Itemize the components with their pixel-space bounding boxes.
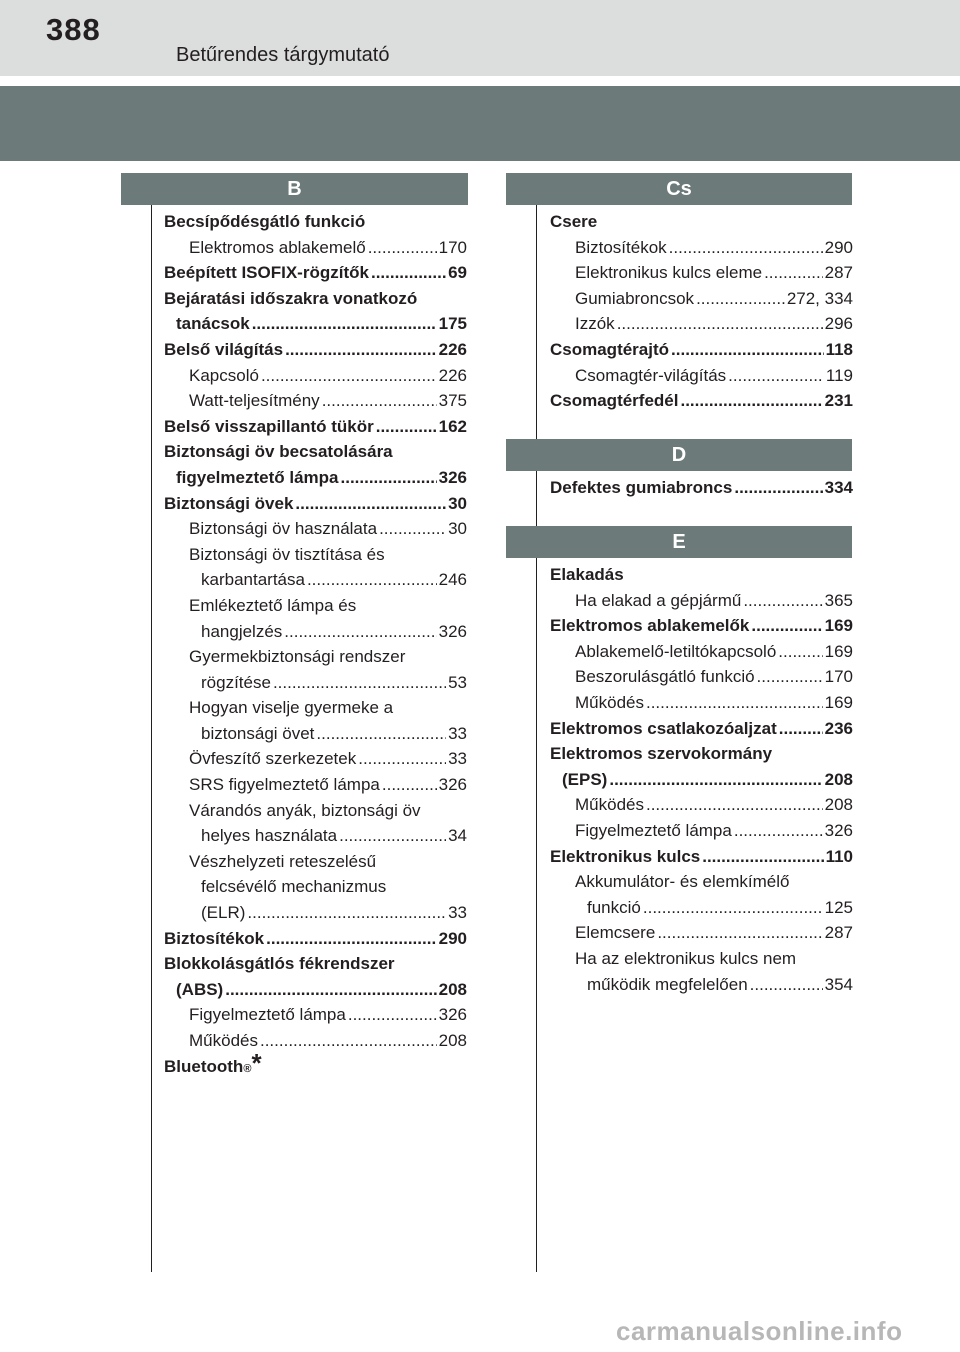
page-ref: 33 [448, 903, 467, 923]
page-ref: 169 [824, 616, 853, 636]
entry-text: Elektromos ablakemelő [189, 237, 366, 257]
index-entry [189, 695, 467, 721]
index-entry [575, 311, 853, 337]
page-ref: 170 [438, 237, 467, 257]
index-column-e [550, 562, 853, 997]
page-title: Betűrendes tárgymutató [176, 44, 390, 66]
page-ref: 170 [824, 667, 853, 687]
leader-dots [266, 926, 436, 952]
entry-text: Defektes gumiabroncs [550, 478, 733, 497]
entry-text: Akkumulátor- és elemkímélő [575, 872, 790, 892]
index-entry [189, 363, 467, 389]
leader-dots [341, 465, 437, 491]
index-entry [164, 260, 467, 286]
entry-text: Izzók [575, 314, 615, 334]
registered-mark: ® [243, 1062, 252, 1075]
index-entry [550, 767, 853, 793]
page-ref: 175 [438, 314, 467, 334]
entry-text: Elektromos szervokormány [550, 744, 773, 764]
index-entry [189, 644, 467, 670]
page-ref: 246 [438, 570, 467, 590]
leader-dots [261, 363, 437, 389]
entry-text: Biztosítékok [164, 928, 265, 948]
entry-text: rögzítése [201, 672, 271, 692]
index-entry [550, 562, 853, 588]
entry-text: Beszorulásgátló funkció [575, 667, 755, 687]
page-ref: 287 [824, 263, 853, 283]
index-entry [189, 593, 467, 619]
section-header-b: B [121, 173, 468, 205]
index-entry [189, 849, 467, 875]
entry-text: Becsípődésgátló funkció [164, 212, 366, 231]
index-entry [575, 260, 853, 286]
entry-text: Biztonsági öv becsatolására [164, 442, 393, 462]
page-ref: 290 [438, 928, 467, 948]
leader-dots [657, 920, 822, 946]
index-entry [164, 414, 467, 440]
entry-text: Működés [575, 692, 644, 712]
index-entry [189, 235, 467, 261]
page-ref: 162 [438, 416, 467, 436]
section-header-cs: Cs [506, 173, 852, 205]
page-ref: 30 [448, 493, 467, 513]
section-header-e: E [506, 526, 852, 558]
index-entry [189, 567, 467, 593]
index-entry [189, 1002, 467, 1028]
index-entry [575, 792, 853, 818]
entry-text: Elemcsere [575, 923, 656, 943]
entry-text: Biztonsági öv használata [189, 519, 378, 539]
page-number: 388 [46, 12, 101, 47]
index-entry [575, 895, 853, 921]
page-ref: 334 [824, 478, 853, 497]
entry-text: SRS figyelmeztető lámpa [189, 775, 380, 795]
index-entry [550, 388, 853, 414]
leader-dots [750, 972, 823, 998]
leader-dots [382, 772, 437, 798]
header-strip [0, 0, 960, 76]
entry-text: Ha az elektronikus kulcs nem [575, 948, 797, 968]
entry-text: funkció [587, 897, 641, 917]
index-entry [164, 209, 467, 235]
page-ref: 33 [448, 723, 467, 743]
entry-text: Gyermekbiztonsági rendszer [189, 647, 406, 667]
page-ref: 119 [825, 365, 853, 385]
index-entry [189, 874, 467, 900]
index-entry [189, 1028, 467, 1054]
entry-text: Figyelmeztető lámpa [189, 1005, 346, 1025]
entry-text: Belső világítás [164, 339, 284, 359]
page-ref: 354 [824, 974, 853, 994]
page-ref: 110 [825, 846, 853, 866]
entry-text: figyelmeztető lámpa [176, 467, 339, 487]
page-ref: 208 [824, 795, 853, 815]
entry-text: Elektromos ablakemelők [550, 616, 750, 636]
leader-dots [680, 388, 822, 414]
entry-text: (EPS) [562, 769, 608, 789]
leader-dots [307, 567, 437, 593]
index-entry [189, 823, 467, 849]
page-ref: 326 [438, 467, 467, 487]
leader-dots [348, 1002, 437, 1028]
page-ref: 34 [448, 826, 467, 846]
entry-text: Csere [550, 212, 598, 231]
leader-dots [339, 823, 446, 849]
entry-text: felcsévélő mechanizmus [201, 877, 387, 897]
page-ref: 365 [824, 590, 853, 610]
page-ref: 326 [438, 621, 467, 641]
page-ref: 290 [824, 237, 853, 257]
index-entry [189, 619, 467, 645]
index-entry [189, 388, 467, 414]
index-entry [164, 977, 467, 1003]
page-ref: 226 [438, 339, 467, 359]
entry-text: Biztosítékok [575, 237, 667, 257]
leader-dots [273, 670, 446, 696]
index-entry [575, 588, 853, 614]
leader-dots [368, 235, 437, 261]
entry-text: biztonsági övet [201, 723, 315, 743]
index-entry [164, 439, 467, 465]
index-entry [164, 311, 467, 337]
index-entry [575, 639, 853, 665]
entry-text: Csomagtérfedél [550, 391, 679, 411]
index-entry [189, 670, 467, 696]
page-ref: 53 [448, 672, 467, 692]
index-entry [189, 542, 467, 568]
leader-dots [646, 792, 823, 818]
footnote-star: * [251, 1047, 262, 1078]
leader-dots [376, 414, 437, 440]
index-entry [575, 286, 853, 312]
page-ref: 296 [824, 314, 853, 334]
index-entry [164, 951, 467, 977]
page-ref: 326 [824, 820, 853, 840]
leader-dots [671, 337, 824, 363]
entry-text: Működés [575, 795, 644, 815]
index-entry [164, 1047, 467, 1083]
index-entry [575, 920, 853, 946]
leader-dots [371, 260, 446, 286]
index-entry [575, 972, 853, 998]
entry-text: Vészhelyzeti reteszelésű [189, 851, 377, 871]
page-ref: 272, 334 [786, 288, 853, 308]
entry-text: Gumiabroncsok [575, 288, 695, 308]
index-column-d [550, 475, 853, 501]
entry-text: Kapcsoló [189, 365, 259, 385]
leader-dots [702, 844, 823, 870]
leader-dots [734, 818, 823, 844]
entry-text: Biztonsági övek [164, 493, 294, 513]
entry-text: hangjelzés [201, 621, 283, 641]
entry-text: karbantartása [201, 570, 305, 590]
entry-text: Ha elakad a gépjármű [575, 590, 742, 610]
index-entry [164, 491, 467, 517]
entry-text: Ablakemelő-letiltókapcsoló [575, 641, 777, 661]
leader-dots [225, 977, 436, 1003]
page-ref: 375 [438, 391, 467, 411]
page-ref: 118 [825, 339, 853, 359]
leader-dots [669, 235, 823, 261]
index-entry [189, 772, 467, 798]
entry-text: Elakadás [550, 565, 624, 584]
leader-dots [316, 721, 446, 747]
leader-dots [247, 900, 446, 926]
leader-dots [252, 311, 437, 337]
leader-dots [358, 746, 446, 772]
watermark: carmanualsonline.info [616, 1316, 903, 1346]
entry-text: Elektromos csatlakozóaljzat [550, 718, 777, 738]
right-column-rule [536, 190, 537, 1272]
index-entry [189, 798, 467, 824]
leader-dots [285, 337, 437, 363]
entry-text: (ABS) [176, 979, 224, 999]
entry-text: tanácsok [176, 314, 250, 334]
index-entry [164, 926, 467, 952]
entry-text: Bluetooth [164, 1056, 244, 1076]
index-entry [164, 465, 467, 491]
entry-text: működik megfelelően [587, 974, 748, 994]
index-entry [550, 475, 853, 501]
index-entry [550, 716, 853, 742]
leader-dots [734, 475, 822, 501]
entry-text: Bejáratási időszakra vonatkozó [164, 288, 418, 308]
leader-dots [617, 311, 823, 337]
index-entry [575, 664, 853, 690]
leader-dots [284, 619, 436, 645]
index-entry [550, 337, 853, 363]
index-entry [575, 235, 853, 261]
leader-dots [646, 690, 823, 716]
page-ref: 208 [438, 979, 467, 999]
leader-dots [751, 613, 822, 639]
index-entry [575, 363, 853, 389]
index-entry [575, 690, 853, 716]
index-entry [550, 741, 853, 767]
page-ref: 125 [824, 897, 853, 917]
leader-dots [757, 664, 823, 690]
leader-dots [728, 363, 824, 389]
index-entry [189, 516, 467, 542]
page-ref: 231 [824, 391, 853, 411]
leader-dots [764, 260, 823, 286]
leader-dots [260, 1028, 437, 1054]
page-ref: 169 [824, 692, 853, 712]
entry-text: helyes használata [201, 826, 338, 846]
index-entry [189, 721, 467, 747]
index-entry [575, 818, 853, 844]
page-ref: 326 [438, 775, 467, 795]
index-column-left [164, 209, 467, 1082]
index-entry [550, 209, 853, 235]
page-ref: 30 [448, 519, 467, 539]
leader-dots [643, 895, 823, 921]
entry-text: Működés [189, 1031, 258, 1050]
page-ref: 226 [438, 365, 467, 385]
leader-dots [379, 516, 446, 542]
index-entry [550, 844, 853, 870]
entry-text: (ELR) [201, 903, 246, 923]
index-entry [550, 613, 853, 639]
index-entry [164, 286, 467, 312]
index-entry [575, 946, 853, 972]
index-column-cs [550, 209, 853, 414]
leader-dots [322, 388, 437, 414]
section-header-d: D [506, 439, 852, 471]
entry-text: Hogyan viselje gyermeke a [189, 698, 394, 718]
index-entry [164, 337, 467, 363]
page-ref: 236 [824, 718, 853, 738]
entry-text: Várandós anyák, biztonsági öv [189, 800, 421, 820]
entry-text: Elektronikus kulcs eleme [575, 263, 763, 283]
index-entry [575, 869, 853, 895]
leader-dots [295, 491, 446, 517]
index-entry [189, 746, 467, 772]
leader-dots [743, 588, 822, 614]
header-band [0, 86, 960, 161]
page-ref: 33 [448, 749, 467, 769]
entry-text: Csomagtérajtó [550, 339, 670, 359]
entry-text: Elektronikus kulcs [550, 846, 701, 866]
page-ref: 208 [438, 1031, 467, 1050]
leader-dots [609, 767, 822, 793]
entry-text: Emlékeztető lámpa és [189, 595, 357, 615]
entry-text: Watt-teljesítmény [189, 391, 320, 411]
page-ref: 326 [438, 1005, 467, 1025]
index-entry [189, 900, 467, 926]
leader-dots [779, 716, 823, 742]
leader-dots [696, 286, 785, 312]
left-column-rule [151, 190, 152, 1272]
page-ref: 287 [824, 923, 853, 943]
entry-text: Belső visszapillantó tükör [164, 416, 374, 436]
entry-text: Figyelmeztető lámpa [575, 820, 732, 840]
entry-text: Beépített ISOFIX-rögzítők [164, 263, 369, 283]
entry-text: Övfeszítő szerkezetek [189, 749, 357, 769]
page-ref: 208 [824, 769, 853, 789]
page-ref: 169 [824, 641, 853, 661]
entry-text: Csomagtér-világítás [575, 365, 727, 385]
entry-text: Biztonsági öv tisztítása és [189, 544, 385, 564]
entry-text: Blokkolásgátlós fékrendszer [164, 954, 395, 974]
leader-dots [778, 639, 822, 665]
page-ref: 69 [448, 263, 467, 283]
